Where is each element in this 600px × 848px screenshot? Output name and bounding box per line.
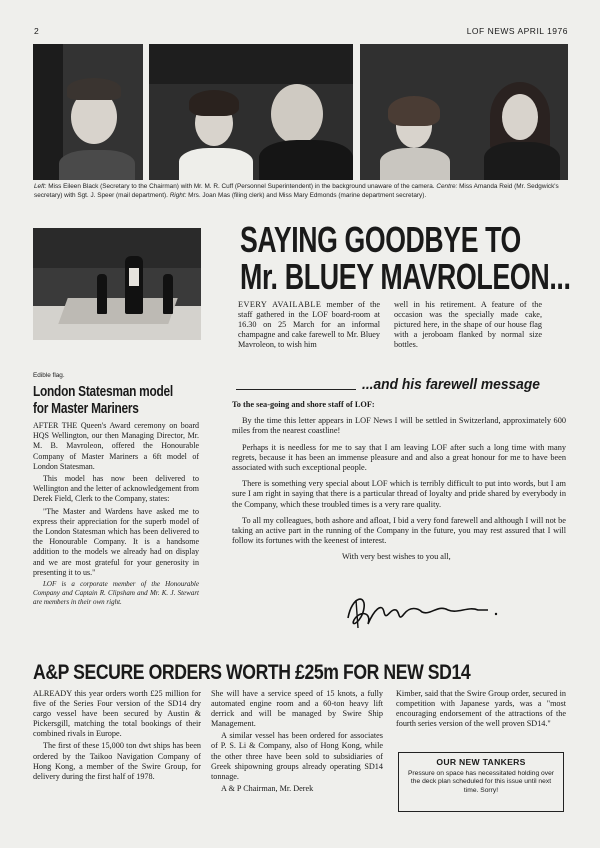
statesman-p1: AFTER THE Queen's Award ceremony on board HQS Wellington, our then Managing Director, Mr. M. B. Mavroleon, offered the Honourable Company of Master Mariners a 6ft model of London Statesman. xyxy=(33,421,199,471)
caption-right-label: Right: xyxy=(169,191,187,199)
caption-left-label: Left: xyxy=(34,183,47,190)
orders-col3-text: Kimber, said that the Swire Group order, secured in competition with Japanese yards, was a "most encouraging endorsement of the attractions of the fourth series version of the well proven SD14." xyxy=(396,689,566,729)
statesman-note: LOF is a corporate member of the Honourable Company and Captain R. Clipsham and Mr. K. J. Stewart are members in their own right. xyxy=(33,580,199,606)
photo-caption xyxy=(34,183,574,200)
goodbye-lead-text: member of the staff gathered in the LOF board-room at 16.30 on 25 March for an informal champagne and cake farewell to Mr. Bluey Mavroleon, to wish him xyxy=(238,300,380,349)
tankers-box-title: OUR NEW TANKERS xyxy=(436,757,526,767)
statesman-title-line1: London Statesman model xyxy=(33,384,173,400)
goodbye-col2-text: well in his retirement. A feature of the occasion was the specially made cake, pictured here, in the shape of our house flag with a jeroboam flanked by normal size bottles. xyxy=(394,300,542,349)
goodbye-col1 xyxy=(238,300,380,352)
goodbye-col2 xyxy=(394,300,542,352)
goodbye-headline-line2: Mr. BLUEY MAVROLEON... xyxy=(240,256,571,297)
caption-centre-text: Miss Amanda Reid (Mr. Sedgwick's secretary) with Sgt. J. Speer (mail department). xyxy=(34,183,559,199)
farewell-heading: ...and his farewell message xyxy=(362,376,540,393)
farewell-letter xyxy=(232,400,566,565)
orders-col1-b: The first of these 15,000 ton dwt ships has been ordered by the Taikoo Navigation Company of Hong Kong, a member of the Swire Group, for delivery during the first half of 1978. xyxy=(33,741,201,781)
farewell-rule xyxy=(236,389,356,390)
statesman-p2: This model has now been delivered to Wellington and the letter of acknowledgement from Derek Field, Clerk to the Company, states: xyxy=(33,474,199,504)
orders-col1-a: this year orders worth £25 million for five of the Series Four version of the SD14 dry cargo vessel have been secured by Austin & Pickersgill, matching the total bookings of their combined rivals in Europe. xyxy=(33,689,201,739)
orders-col3 xyxy=(396,689,566,731)
statesman-body xyxy=(33,421,199,608)
farewell-p2: Perhaps it is needless for me to say that I am leaving LOF after such a long time with many regrets, because it has been an immense pleasure and and also a great honour for me to have been associated with such exceptional people. xyxy=(232,442,566,473)
statesman-title-line2: for Master Mariners xyxy=(33,401,139,417)
tankers-box-text: Pressure on space has necessitated holding over the deck plan scheduled for this issue until next time. Sorry! xyxy=(407,770,555,794)
farewell-p1: By the time this letter appears in LOF News I will be settled in Switzerland, approximately 600 miles from the nearest coastline! xyxy=(232,416,566,436)
orders-col2 xyxy=(211,689,383,796)
orders-col2-a: She will have a service speed of 15 knots, a fully automated engine room and a 60-ton heavy lift derrick and will be managed by Swire Ship Management. xyxy=(211,689,383,729)
page-number: 2 xyxy=(34,26,40,36)
tankers-box xyxy=(398,752,564,812)
goodbye-lead-caps: EVERY AVAILABLE xyxy=(238,300,322,309)
caption-right-text: Mrs. Joan Mas (filing clerk) and Miss Mary Edmonds (marine department secretary). xyxy=(186,191,427,199)
cake-photo xyxy=(33,228,201,340)
orders-lead: ALREADY xyxy=(33,689,72,698)
caption-left-text: Miss Eileen Black (Secretary to the Chairman) with Mr. M. R. Cuff (Personnel Superintendent) in the background unaware of the camera. xyxy=(46,183,435,190)
photo-right xyxy=(360,44,568,180)
orders-col1 xyxy=(33,689,201,784)
farewell-closing: With very best wishes to you all, xyxy=(342,552,451,562)
flag-caption: Edible flag. xyxy=(33,372,65,379)
orders-col2-c: A & P Chairman, Mr. Derek xyxy=(221,783,314,793)
farewell-p3: There is something very special about LOF which is terribly difficult to put into words, but I am sure I am right in saying that there is a particular thread of loyalty and pride shared by everybody in the Company, which these troubled times is a very rare quality. xyxy=(232,479,566,509)
farewell-p4: To all my colleagues, both ashore and afloat, I bid a very fond farewell and although I will not be taking an active part in the running of the Company in the future, you may rest assured that I will follow its fortunes with the keenest of interest. xyxy=(232,515,566,546)
issue-label: LOF NEWS APRIL 1976 xyxy=(466,26,568,36)
goodbye-headline-line1: SAYING GOODBYE TO xyxy=(240,219,521,260)
photo-left xyxy=(33,44,143,180)
photo-centre xyxy=(149,44,353,180)
farewell-salutation: To the sea-going and shore staff of LOF: xyxy=(232,400,375,409)
orders-headline: A&P SECURE ORDERS WORTH £25m FOR NEW SD14 xyxy=(33,661,471,684)
caption-centre-label: Centre: xyxy=(436,183,458,190)
statesman-p3: "The Master and Wardens have asked me to express their appreciation for the superb model of the London Statesman which has been delivered to the Honourable Company. It is a handsome addition to the models we already had on display and we are most grateful for your generosity in presenting it to us." xyxy=(33,506,199,577)
orders-col2-b: A similar vessel has been ordered for associates of P. S. Li & Company, also of Hong Kong, while the other three have been sold to subsidiaries of Greek shipowning groups already operating SD14 tonnage. xyxy=(211,731,383,781)
signature xyxy=(338,588,514,634)
